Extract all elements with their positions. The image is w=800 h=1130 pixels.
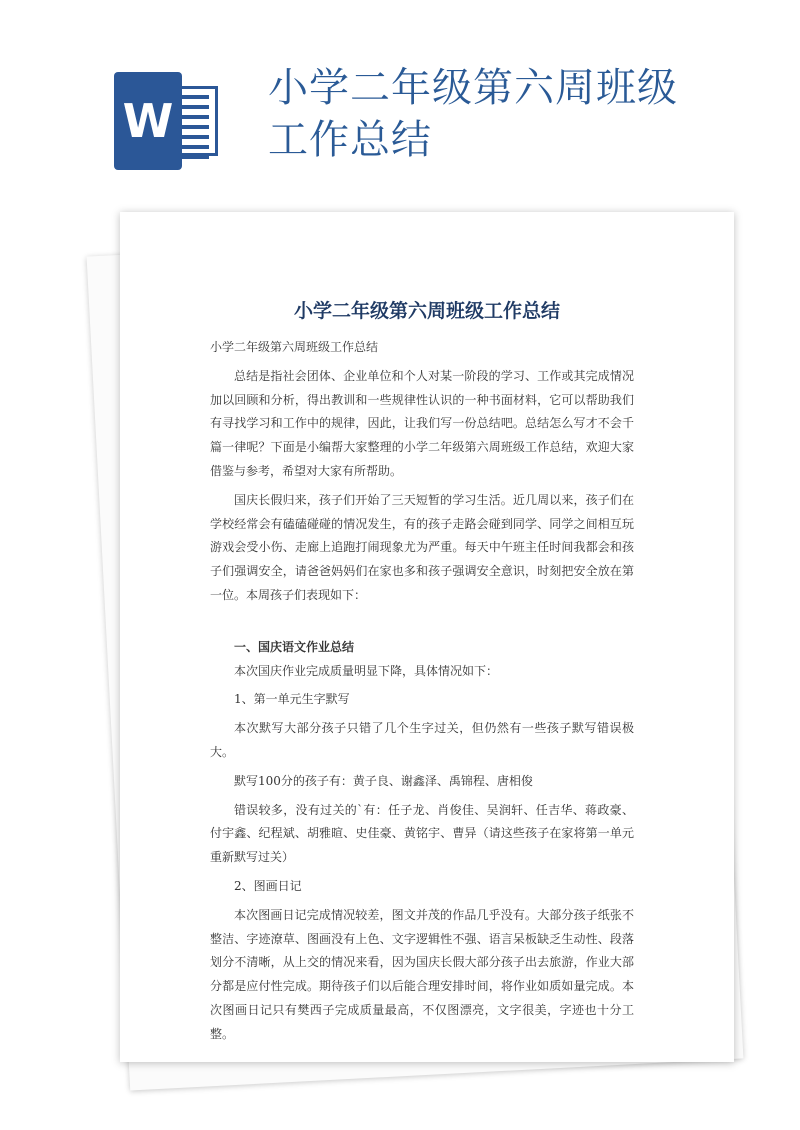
paragraph: 本次默写大部分孩子只错了几个生字过关，但仍然有一些孩子默写错误极大。 [210, 721, 634, 759]
document-page [120, 212, 734, 1062]
banner-title-line-2: 工作总结 [268, 117, 432, 163]
paragraph: 国庆长假归来，孩子们开始了三天短暂的学习生活。近几周以来，孩子们在学校经常会有磕磕碰碰的情况发生，有的孩子走路会碰到同学、同学之间相互玩游戏会受小伤、走廊上追跑打闹现象尤为严重。每天中午班主任时间我都会和孩子们强调安全，请爸爸妈妈们在家也多和孩子强调安全意识，时刻把安全放在第一位。本周孩子们表现如下： [210, 492, 634, 602]
banner [0, 0, 800, 190]
paragraph: 小学二年级第六周班级工作总结 [210, 340, 379, 354]
word-logo-badge [114, 72, 182, 170]
paragraph: 本次图画日记完成情况较差，图文并茂的作品几乎没有。大部分孩子纸张不整洁、字迹潦草、图画没有上色、文字逻辑性不强、语言呆板缺乏生动性、段落划分不清晰，从上交的情况来看，因为国庆长假大部分孩子出去旅游，作业大部分都是应付性完成。期待孩子们以后能合理安排时间，将作业如质如量完成。本次图画日记只有樊西子完成质量最高，不仅图漂亮，文字很美，字迹也十分工整。 [210, 907, 634, 1041]
paragraph: 默写100分的孩子有：黄子良、谢鑫泽、禹锦程、唐相俊 [234, 773, 533, 788]
section-heading: 一、国庆语文作业总结 [234, 639, 355, 654]
word-logo-letter: W [122, 94, 174, 148]
paragraph: 本次国庆作业完成质量明显下降，具体情况如下： [234, 663, 499, 678]
document-body [210, 336, 634, 1047]
paragraph: 2、图画日记 [234, 878, 302, 893]
banner-title [268, 62, 768, 166]
paragraph: 错误较多，没有过关的`有：任子龙、肖俊佳、吴润轩、任吉华、蒋政豪、付宇鑫、纪程斌、胡雅暄、史佳豪、黄铭宇、曹异（请这些孩子在家将第一单元重新默写过关） [210, 802, 634, 865]
paragraph: 1、第一单元生字默写 [234, 692, 350, 707]
banner-title-line-1: 小学二年级第六周班级 [268, 65, 678, 111]
word-document-icon [114, 72, 218, 170]
document-title: 小学二年级第六周班级工作总结 [293, 300, 560, 322]
paragraph: 总结是指社会团体、企业单位和个人对某一阶段的学习、工作或其完成情况加以回顾和分析，得出教训和一些规律性认识的一种书面材料，它可以帮助我们有寻找学习和工作中的规律，因此，让我们写一份总结吧。总结怎么写才不会千篇一律呢？下面是小编帮大家整理的小学二年级第六周班级工作总结，欢迎大家借鉴与参考，希望对大家有所帮助。 [210, 368, 634, 478]
